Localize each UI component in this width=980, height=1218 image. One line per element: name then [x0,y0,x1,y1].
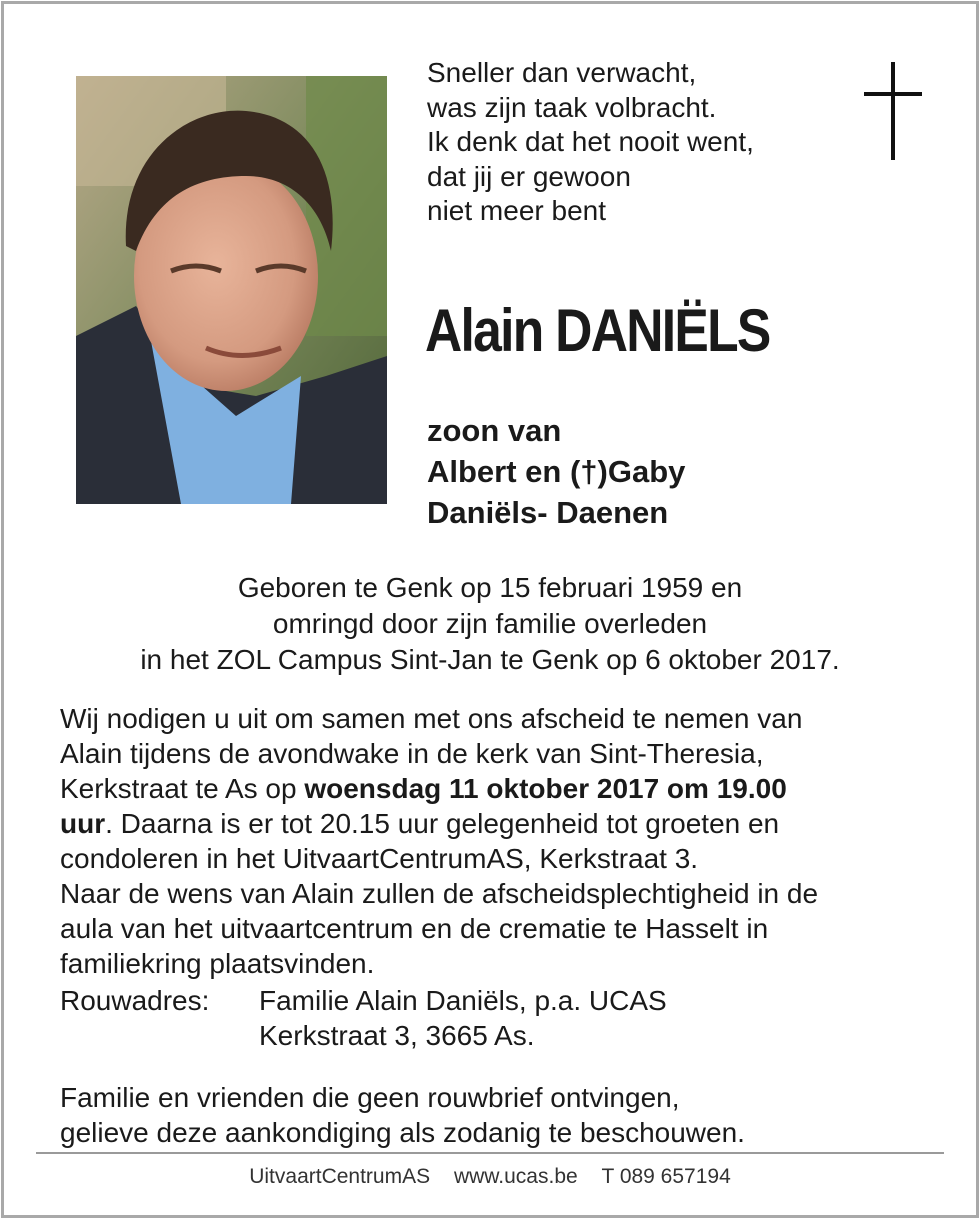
address-row [60,983,667,1018]
birth-line: in het ZOL Campus Sint-Jan te Genk op 6 oktober 2017. [140,644,840,675]
birth-line: omringd door zijn familie overleden [272,608,708,639]
invitation-line: familiekring plaatsvinden. [60,948,375,979]
parents-line: Daniëls- Daenen [427,495,669,530]
address-line: Familie Alain Daniëls, p.a. UCAS [259,985,667,1016]
invitation-line: Alain tijdens de avondwake in de kerk van Sint-Theresia, [60,738,764,769]
parents [427,410,685,533]
address-row [60,1018,667,1053]
invitation-line: Wij nodigen u uit om samen met ons afscheid te nemen van [60,703,803,734]
footer-website: www.ucas.be [453,1165,578,1188]
parents-line: zoon van [427,413,562,448]
invitation-line: Naar de wens van Alain zullen de afscheidsplechtigheid in de [60,878,819,909]
invitation-line: condoleren in het UitvaartCentrumAS, Kerkstraat 3. [60,843,699,874]
invitation-text-plain: Kerkstraat te As op [60,773,305,804]
poem-line: was zijn taak volbracht. [427,91,717,123]
mourning-address [60,983,667,1053]
portrait-photo [76,76,387,504]
invitation-text-plain: . Daarna is er tot 20.15 uur gelegenheid tot groeten en [105,808,780,839]
birth-death-text [0,570,980,678]
address-label: Rouwadres: [60,985,210,1016]
poem-line: niet meer bent [427,195,606,226]
footer-company: UitvaartCentrumAS [249,1165,431,1188]
footer-phone: T 089 657194 [601,1165,731,1188]
closing-notice [60,1080,745,1150]
poem-line: Ik denk dat het nooit went, [427,126,754,157]
invitation-time-bold: uur [60,808,106,839]
notice-line: gelieve deze aankondiging als zodanig te beschouwen. [60,1117,745,1148]
poem-line: Sneller dan verwacht, [427,57,697,88]
footer-divider [36,1152,944,1154]
invitation-text [60,701,818,981]
address-line: Kerkstraat 3, 3665 As. [259,1020,535,1051]
invitation-line [60,806,818,841]
invitation-date-bold: woensdag 11 oktober 2017 om 19.00 [304,773,787,804]
birth-line: Geboren te Genk op 15 februari 1959 en [237,572,743,603]
poem [427,56,754,229]
cross-icon [864,62,922,160]
invitation-line: aula van het uitvaartcentrum en de crematie te Hasselt in [60,913,769,944]
deceased-name: Alain DANIËLS [425,297,770,364]
poem-line: dat jij er gewoon [427,160,631,192]
invitation-line [60,771,818,806]
parents-line: Albert en (†)Gaby [427,454,686,489]
footer [0,1165,980,1189]
notice-line: Familie en vrienden die geen rouwbrief ontvingen, [60,1082,680,1113]
